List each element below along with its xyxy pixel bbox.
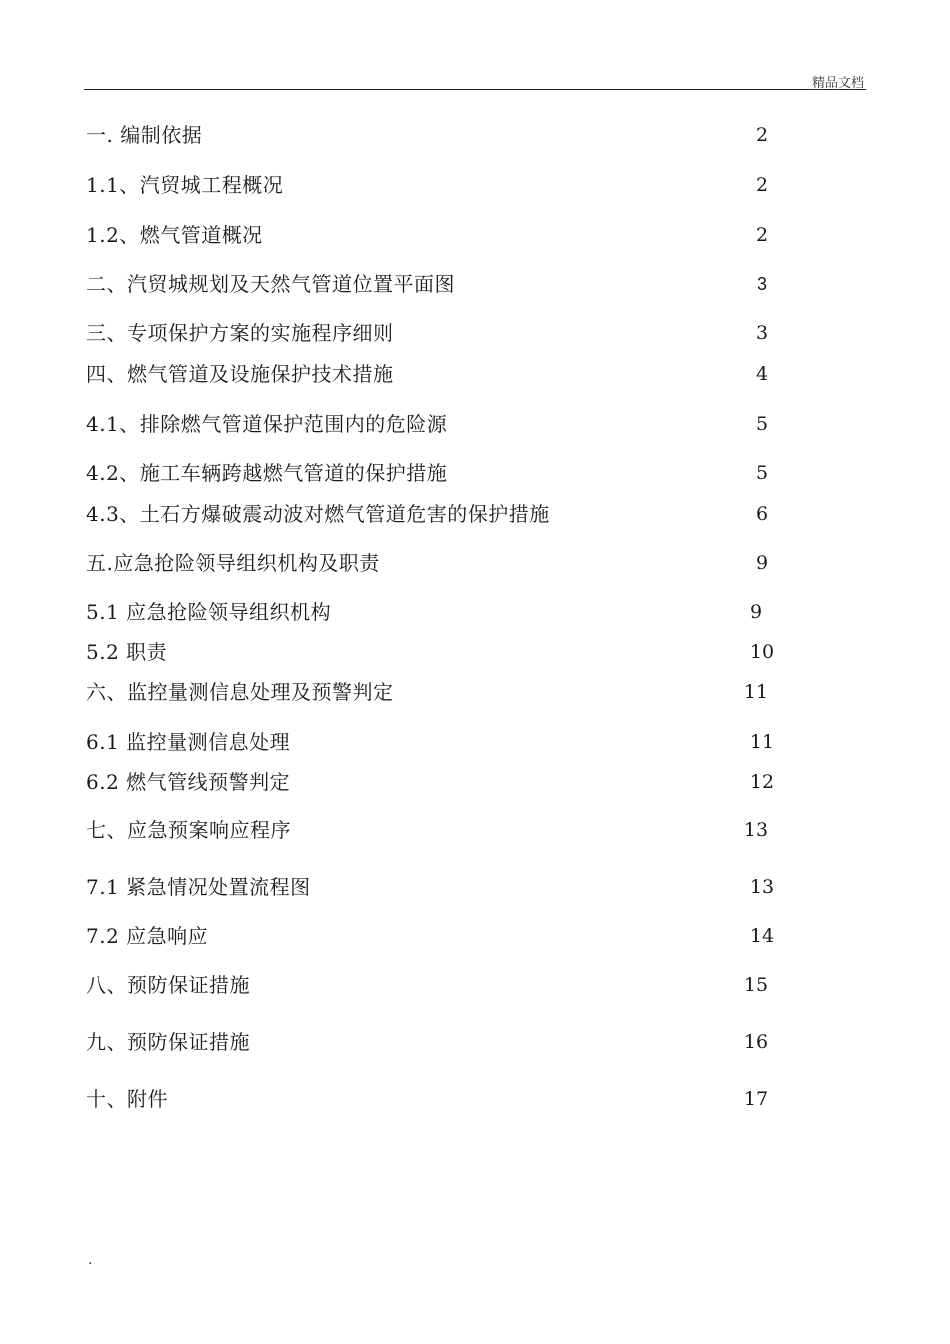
toc-entry-title: 九、预防保证措施 <box>86 1030 250 1054</box>
toc-entry-page: 9 <box>749 601 763 623</box>
toc-entry-page: 5 <box>755 413 769 435</box>
toc-entry[interactable] <box>86 220 786 250</box>
toc-entry[interactable] <box>86 359 786 389</box>
toc-entry-title: 十、附件 <box>86 1087 168 1111</box>
toc-entry-title: 4.2、施工车辆跨越燃气管道的保护措施 <box>86 461 448 485</box>
toc-entry-title: 1.1、汽贸城工程概况 <box>86 173 284 197</box>
header-divider <box>84 89 866 90</box>
toc-entry[interactable] <box>86 815 786 845</box>
header-label: 精品文档 <box>811 76 864 91</box>
toc-entry[interactable] <box>86 1084 786 1114</box>
toc-entry[interactable] <box>86 120 786 150</box>
toc-entry[interactable] <box>86 499 786 529</box>
toc-entry-title: 1.2、燃气管道概况 <box>86 223 263 247</box>
toc-entry-page: 9 <box>755 552 769 574</box>
toc-entry-title: 6.2 燃气管线预警判定 <box>86 770 291 794</box>
toc-entry[interactable] <box>86 170 786 200</box>
toc-entry-title: 四、燃气管道及设施保护技术措施 <box>86 362 394 386</box>
toc-entry-page: 13 <box>743 819 769 841</box>
toc-entry-page: 14 <box>749 925 775 947</box>
toc-entry-title: 7.1 紧急情况处置流程图 <box>86 875 311 899</box>
toc-entry[interactable] <box>86 318 786 348</box>
toc-entry-title: 二、汽贸城规划及天然气管道位置平面图 <box>86 272 455 296</box>
toc-entry-title: 4.3、土石方爆破震动波对燃气管道危害的保护措施 <box>86 502 550 526</box>
toc-entry-title: 五.应急抢险领导组织机构及职责 <box>86 551 380 575</box>
toc-entry-page: 16 <box>743 1031 769 1053</box>
toc-entry-page: 2 <box>755 174 769 196</box>
toc-entry-page: 2 <box>755 224 769 246</box>
toc-entry[interactable] <box>86 767 786 797</box>
toc-entry[interactable] <box>86 727 786 757</box>
toc-entry-page: 15 <box>743 974 769 996</box>
toc-entry-title: 三、专项保护方案的实施程序细则 <box>86 321 394 345</box>
toc-entry[interactable] <box>86 677 786 707</box>
toc-entry[interactable] <box>86 458 786 488</box>
toc-entry[interactable] <box>86 269 786 299</box>
toc-entry-title: 六、监控量测信息处理及预警判定 <box>86 680 394 704</box>
toc-entry[interactable] <box>86 548 786 578</box>
toc-entry-title: 7.2 应急响应 <box>86 924 209 948</box>
toc-entry-title: 5.1 应急抢险领导组织机构 <box>86 600 332 624</box>
toc-entry-page: 6 <box>755 503 769 525</box>
toc-entry-page: 11 <box>743 681 769 703</box>
toc-entry-page: 3 <box>755 322 769 344</box>
toc-entry[interactable] <box>86 970 786 1000</box>
toc-entry-page: 11 <box>749 731 775 753</box>
toc-entry[interactable] <box>86 409 786 439</box>
toc-entry-page: 5 <box>755 462 769 484</box>
toc-entry-title: 4.1、排除燃气管道保护范围内的危险源 <box>86 412 448 436</box>
footer-mark: . <box>88 1252 93 1268</box>
toc-entry-page: 17 <box>743 1088 769 1110</box>
toc-entry-title: 八、预防保证措施 <box>86 973 250 997</box>
toc-entry-title: 5.2 职责 <box>86 640 168 664</box>
toc-entry[interactable] <box>86 1027 786 1057</box>
toc-entry-page: 13 <box>749 876 775 898</box>
toc-entry[interactable] <box>86 872 786 902</box>
toc-entry-title: 6.1 监控量测信息处理 <box>86 730 291 754</box>
toc-entry-page: 3 <box>756 274 768 294</box>
toc-entry-page: 4 <box>755 363 769 385</box>
toc-entry-page: 2 <box>755 124 769 146</box>
toc-entry-page: 12 <box>749 771 775 793</box>
toc-entry-page: 10 <box>749 641 775 663</box>
toc-entry[interactable] <box>86 597 786 627</box>
toc-entry-title: 七、应急预案响应程序 <box>86 818 291 842</box>
toc-entry-title: 一. 编制依据 <box>86 123 203 147</box>
toc-entry[interactable] <box>86 637 786 667</box>
toc-entry[interactable] <box>86 921 786 951</box>
